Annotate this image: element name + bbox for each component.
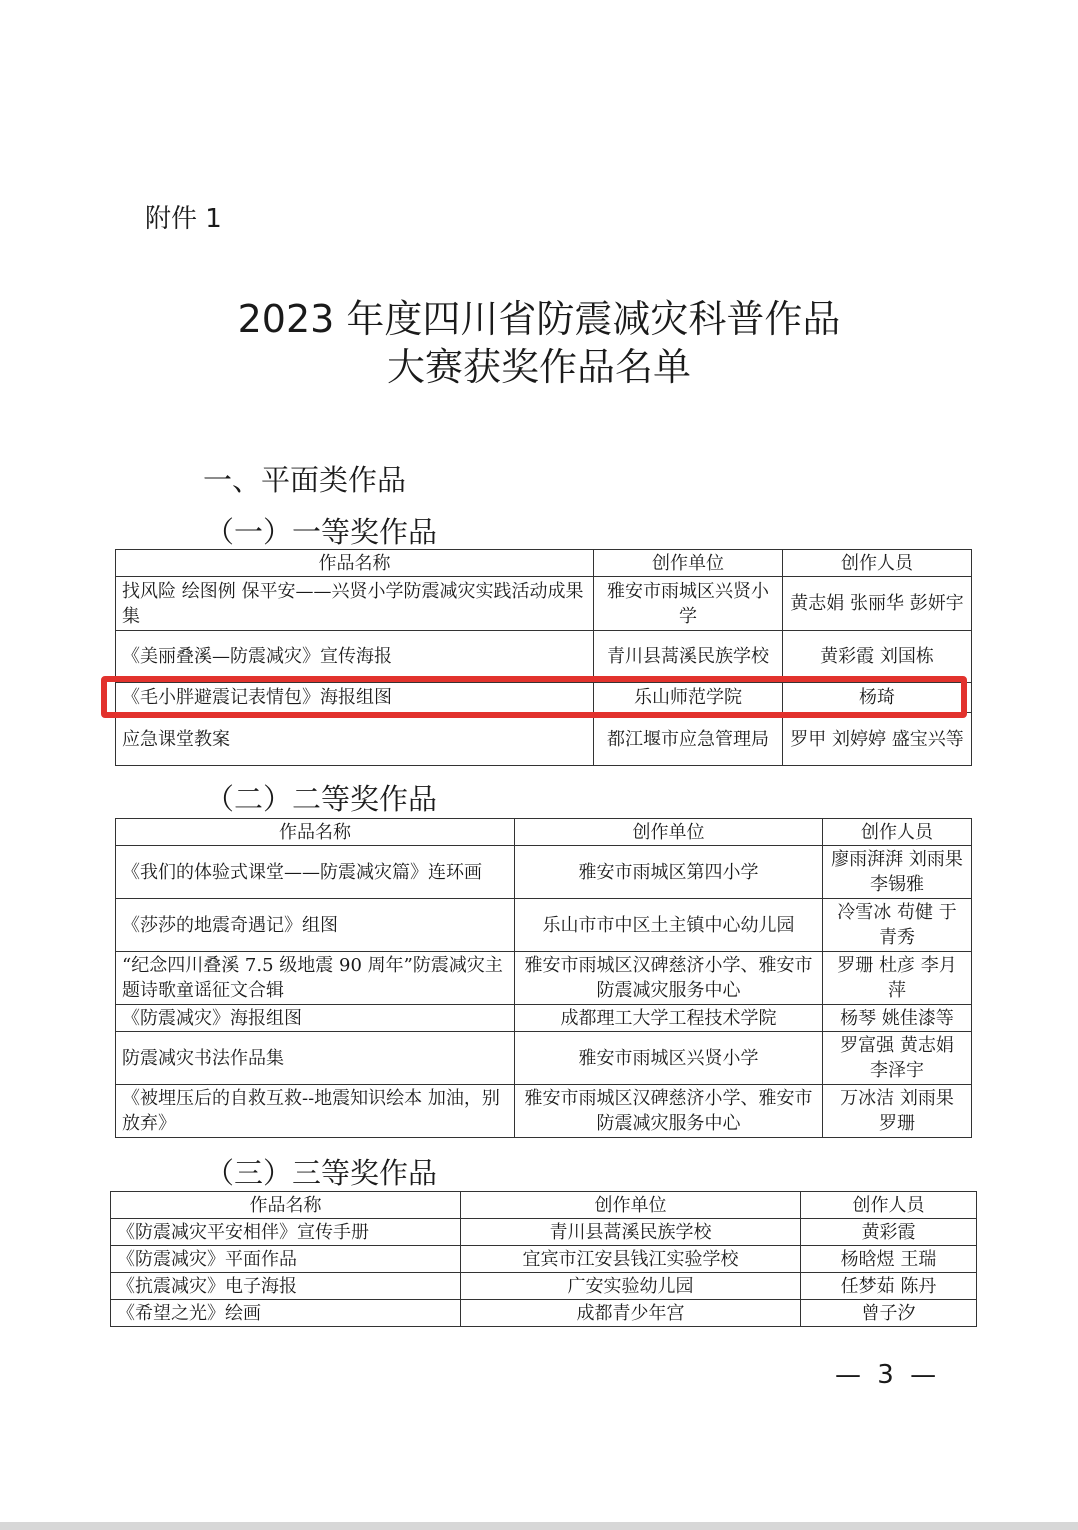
- work-authors: 杨琦: [783, 683, 972, 713]
- table-row: [116, 1032, 972, 1085]
- work-name: 找风险 绘图例 保平安——兴贤小学防震减灾实践活动成果集: [116, 577, 594, 631]
- header-authors: 创作人员: [801, 1192, 977, 1219]
- header-authors: 创作人员: [783, 550, 972, 577]
- header-unit: 创作单位: [594, 550, 783, 577]
- work-authors: 曾子汐: [801, 1300, 977, 1327]
- header-unit: 创作单位: [461, 1192, 801, 1219]
- work-authors: 黄志娟 张丽华 彭妍宇: [783, 577, 972, 631]
- work-authors: 杨琴 姚佳漆等: [823, 1005, 972, 1032]
- work-unit: 雅安市雨城区兴贤小学: [594, 577, 783, 631]
- work-name: 《毛小胖避震记表情包》海报组图: [116, 683, 594, 713]
- table-row: [116, 952, 972, 1005]
- work-name: “纪念四川叠溪 7.5 级地震 90 周年”防震减灾主题诗歌童谣征文合辑: [116, 952, 515, 1005]
- work-name: 防震减灾书法作品集: [116, 1032, 515, 1085]
- section-heading: 一、平面类作品: [203, 463, 407, 497]
- table-row: [111, 1273, 977, 1300]
- work-unit: 青川县蒿溪民族学校: [594, 631, 783, 683]
- work-unit: 雅安市雨城区兴贤小学: [515, 1032, 823, 1085]
- work-name: 《抗震减灾》电子海报: [111, 1273, 461, 1300]
- table-header-row: [116, 819, 972, 846]
- work-unit: 雅安市雨城区第四小学: [515, 846, 823, 899]
- header-unit: 创作单位: [515, 819, 823, 846]
- highlight-box: [101, 676, 967, 718]
- work-unit: 成都理工大学工程技术学院: [515, 1005, 823, 1032]
- work-authors: 黄彩霞 刘国栋: [783, 631, 972, 683]
- table-header-row: [116, 550, 972, 577]
- third-prize-heading: （三）三等奖作品: [205, 1156, 438, 1190]
- work-authors: 杨晗煜 王瑞: [801, 1246, 977, 1273]
- table-row: [116, 631, 972, 683]
- work-name: 《希望之光》绘画: [111, 1300, 461, 1327]
- work-authors: 廖雨湃湃 刘雨果 李锡雅: [823, 846, 972, 899]
- attachment-label: 附件 1: [145, 204, 222, 234]
- work-name: 《美丽叠溪—防震减灾》宣传海报: [116, 631, 594, 683]
- header-work-name: 作品名称: [116, 819, 515, 846]
- work-authors: 罗甲 刘婷婷 盛宝兴等: [783, 713, 972, 766]
- work-unit: 雅安市雨城区汉碑慈济小学、雅安市防震减灾服务中心: [515, 952, 823, 1005]
- bottom-edge-bar: [0, 1522, 1078, 1530]
- work-name: 《防震减灾平安相伴》宣传手册: [111, 1219, 461, 1246]
- work-name: 《防震减灾》海报组图: [116, 1005, 515, 1032]
- work-authors: 黄彩霞: [801, 1219, 977, 1246]
- first-prize-heading: （一）一等奖作品: [205, 515, 438, 549]
- table-header-row: [111, 1192, 977, 1219]
- work-unit: 宜宾市江安县钱江实验学校: [461, 1246, 801, 1273]
- work-name: 《我们的体验式课堂——防震减灾篇》连环画: [116, 846, 515, 899]
- work-unit: 青川县蒿溪民族学校: [461, 1219, 801, 1246]
- work-name: 《莎莎的地震奇遇记》组图: [116, 899, 515, 952]
- third-prize-table: [110, 1191, 977, 1327]
- work-authors: 任梦茹 陈丹: [801, 1273, 977, 1300]
- table-row: [116, 713, 972, 766]
- document-title-line2: 大赛获奖作品名单: [386, 345, 691, 389]
- table-row: [116, 1005, 972, 1032]
- work-unit: 成都青少年宫: [461, 1300, 801, 1327]
- work-name: 《防震减灾》平面作品: [111, 1246, 461, 1273]
- work-unit: 乐山市市中区土主镇中心幼儿园: [515, 899, 823, 952]
- table-row: [116, 899, 972, 952]
- document-title-line1: 2023 年度四川省防震减灾科普作品: [237, 297, 841, 341]
- table-row: [111, 1219, 977, 1246]
- table-row: [116, 1085, 972, 1138]
- work-name: 应急课堂教案: [116, 713, 594, 766]
- work-unit: 广安实验幼儿园: [461, 1273, 801, 1300]
- header-work-name: 作品名称: [116, 550, 594, 577]
- table-row: [111, 1300, 977, 1327]
- work-unit: 都江堰市应急管理局: [594, 713, 783, 766]
- work-authors: 冷雪冰 苟健 于青秀: [823, 899, 972, 952]
- work-authors: 罗珊 杜彦 李月萍: [823, 952, 972, 1005]
- table-row: [116, 577, 972, 631]
- second-prize-heading: （二）二等奖作品: [205, 782, 438, 816]
- page-number: — 3 —: [835, 1360, 941, 1390]
- table-row: [116, 846, 972, 899]
- table-row: [111, 1246, 977, 1273]
- work-unit: 雅安市雨城区汉碑慈济小学、雅安市防震减灾服务中心: [515, 1085, 823, 1138]
- second-prize-table: [115, 818, 972, 1138]
- work-authors: 罗富强 黄志娟 李泽宇: [823, 1032, 972, 1085]
- first-prize-table: [115, 549, 972, 766]
- work-authors: 万冰洁 刘雨果 罗珊: [823, 1085, 972, 1138]
- work-unit: 乐山师范学院: [594, 683, 783, 713]
- work-name: 《被埋压后的自救互救--地震知识绘本 加油，别放弃》: [116, 1085, 515, 1138]
- header-work-name: 作品名称: [111, 1192, 461, 1219]
- header-authors: 创作人员: [823, 819, 972, 846]
